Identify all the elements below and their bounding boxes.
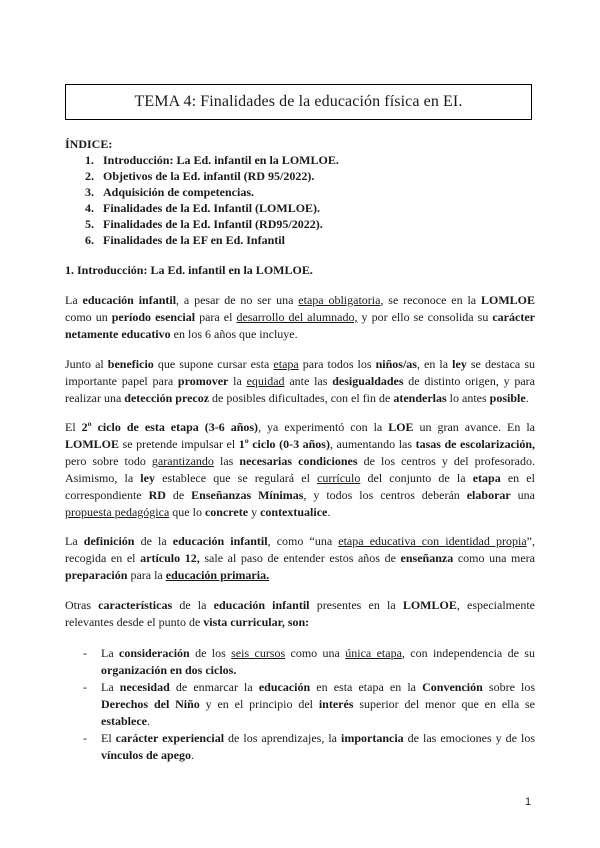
index-item: 5. Finalidades de la Ed. Infantil (RD95/2022). xyxy=(85,217,323,231)
paragraph-5: Otras características de la educación infantil presentes en la LOMLOE, especialmente relevantes desde el punto de vista curricular, son: xyxy=(65,598,535,629)
index-section xyxy=(65,136,535,248)
list-item: - La necesidad de enmarcar la educación en esta etapa en la Convención sobre los Derechos del Niño y en el principio del interés superior del menor que en ella se establece. xyxy=(83,680,536,728)
title-box xyxy=(65,84,532,120)
page-number: 1 xyxy=(525,796,532,808)
characteristics-list xyxy=(65,645,535,764)
paragraph-4: La definición de la educación infantil, como “una etapa educativa con identidad propia”, recogida en el artículo 12, sale al paso de entender estos años de enseñanza como una mera preparación para la educación primaria. xyxy=(65,534,536,582)
index-item: 4. Finalidades de la Ed. Infantil (LOMLOE). xyxy=(85,201,321,215)
index-item: 1. Introducción: La Ed. infantil en la LOMLOE. xyxy=(85,153,339,167)
paragraph-1: La educación infantil, a pesar de no ser una etapa obligatoria, se reconoce en la LOMLOE como un período esencial para el desarrollo del alumnado, y por ello se consolida su carácter netamente educativo en los 6 años que incluye. xyxy=(65,293,536,341)
list-item: - El carácter experiencial de los aprendizajes, la importancia de las emociones y de los vínculos de apego. xyxy=(83,731,535,762)
section-heading: 1. Introducción: La Ed. infantil en la LOMLOE. xyxy=(65,263,313,277)
index-item: 6. Finalidades de la EF en Ed. Infantil xyxy=(85,233,285,247)
index-heading: ÍNDICE: xyxy=(65,137,113,151)
paragraph-2: Junto al beneficio que supone cursar esta etapa para todos los niños/as, en la ley se destaca su importante papel para promover la equidad ante las desigualdades de distinto origen, y para realizar una detección precoz de posibles dificultades, con el fin de atenderlas lo antes posible. xyxy=(65,357,536,405)
paragraph-3: El 2º ciclo de esta etapa (3-6 años), ya experimentó con la LOE un gran avance. En la LOMLOE se pretende impulsar el 1º ciclo (0-3 años), aumentando las tasas de escolarización, pero sobre todo garantizando las necesarias condiciones de los centros y del profesorado. Asimismo, la ley establece que se regulará el currículo del conjunto de la etapa en el correspondiente RD de Enseñanzas Mínimas, y todos los centros deberán elaborar una propuesta pedagógica que lo concrete y contextualice. xyxy=(65,420,536,519)
index-item: 2. Objetivos de la Ed. infantil (RD 95/2022). xyxy=(85,169,315,183)
index-list xyxy=(65,152,535,248)
page-title: TEMA 4: Finalidades de la educación física en EI. xyxy=(134,93,463,110)
index-item: 3. Adquisición de competencias. xyxy=(85,185,255,199)
list-item: - La consideración de los seis cursos como una única etapa, con independencia de su organización en dos ciclos. xyxy=(83,646,535,677)
